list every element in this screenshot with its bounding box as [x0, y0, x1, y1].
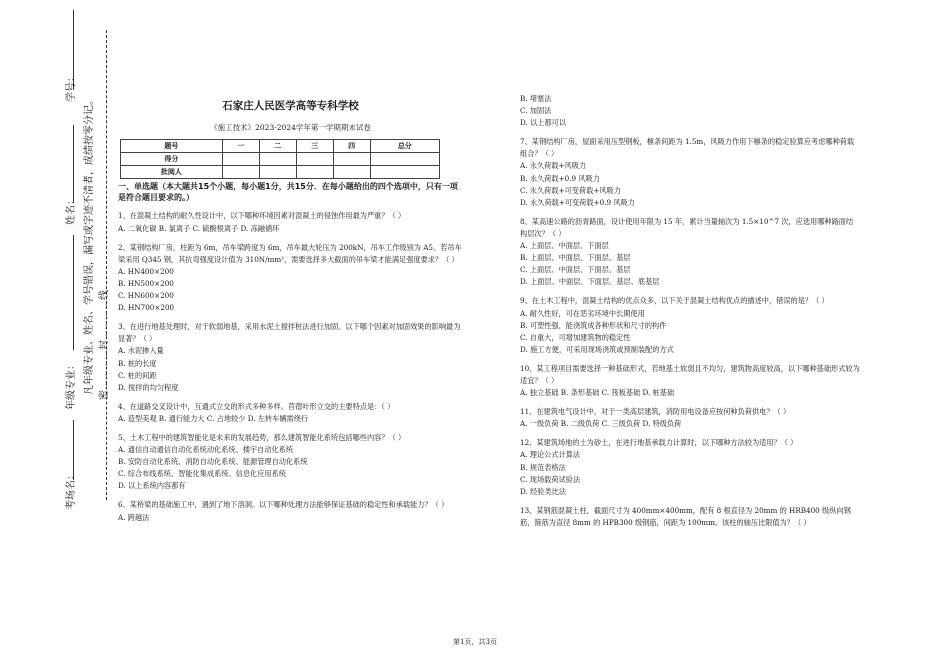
answer-option: B. 堵塞法 — [520, 94, 552, 103]
reviewer-cell[interactable] — [222, 166, 259, 179]
score-cell[interactable] — [333, 153, 370, 166]
reviewer-cell[interactable] — [333, 166, 370, 179]
answer-option: A. 一级负荷 B. 二级负荷 C. 三级负荷 D. 特级负荷 — [520, 419, 682, 429]
question-item — [118, 210, 463, 234]
answer-option: B. HN500×200 — [118, 278, 174, 288]
question-stem: 3、在进行地基处理时，对于软弱地基，采用水泥土搅拌桩法进行加固。以下哪个因素对加固效果的影响最为显著？（ ） — [118, 322, 461, 344]
answer-option: C. 现场载荷试验法 — [520, 474, 581, 484]
answer-option: D. 永久荷载+可变荷载+0.9 风吸力 — [520, 197, 635, 207]
question-stem: 4、在道路交叉设计中，互通式立交的形式多种多样。苜蓿叶形立交的主要特点是：（ ） — [118, 401, 395, 411]
question-item — [520, 295, 860, 355]
question-stem: 12、某建筑场地的土为砂土，在进行地基承载力计算时，以下哪种方法较为适用？（ ） — [520, 438, 798, 448]
answer-option: D. 上面层、中面层、下面层、基层、底基层 — [520, 277, 660, 287]
question-stem: 1、在混凝土结构的耐久性设计中，以下哪种环境因素对混凝土的侵蚀作用最为严重？（ ） — [118, 211, 406, 221]
score-header-cell: 题号 — [121, 140, 223, 153]
question-stem: 2、某钢结构厂房，柱距为 6m，吊车梁跨度为 6m，吊车最大轮压为 200kN，吊车工作级别为 A5。若吊车梁采用 Q345 钢，其抗弯强度设计值为 310N/mm²，需要选择多大截面的吊车梁才能满足强度要求？（ ） — [118, 242, 462, 264]
binding-margin — [0, 0, 110, 672]
question-stem: 11、在建筑电气设计中，对于一类高层建筑，消防用电设备应按何种负荷供电？（ ） — [520, 407, 791, 417]
answer-option: B. 规范表格法 — [520, 462, 566, 472]
school-title: 石家庄人民医学高等专科学校 — [222, 100, 359, 112]
score-row-label: 得分 — [121, 153, 223, 166]
score-table-header-row — [121, 140, 440, 153]
question-stem: 5、土木工程中的建筑智能化是未来的发展趋势，那么建筑智能化系统包括哪些内容？（ ） — [118, 432, 406, 442]
reviewer-cell[interactable] — [296, 166, 333, 179]
right-column — [520, 93, 860, 529]
question-item — [520, 406, 860, 430]
answer-option: B. 永久荷载+0.9 风吸力 — [520, 173, 600, 183]
score-cell[interactable] — [296, 153, 333, 166]
question-item — [118, 401, 463, 425]
question-item — [118, 321, 463, 394]
name-label: 姓名： — [66, 195, 77, 225]
answer-option: C. 永久荷载+可变荷载+风吸力 — [520, 185, 621, 195]
answer-option: A. 造型美观 B. 通行能力大 C. 占地较少 D. 左转车辆需绕行 — [118, 413, 309, 423]
question-item — [520, 505, 860, 529]
score-table — [120, 139, 440, 179]
exam-subtitle: 《施工技术》2023-2024学年第一学期期末试卷 — [210, 123, 371, 133]
score-header-cell: 一 — [222, 140, 259, 153]
seal-line-text: 密…………封…………线 — [99, 290, 110, 400]
score-header-cell: 二 — [259, 140, 296, 153]
question-stem: 6、某桥梁的基础施工中，遇到了地下溶洞。以下哪种处理方法能够保证基础的稳定性和承载能力？（ ） — [118, 500, 449, 510]
answer-option: C. 上面层、中面层、下面层、基层 — [520, 265, 631, 275]
student-id-label: 学号： — [66, 72, 77, 102]
binding-line — [73, 125, 74, 203]
question-item — [118, 242, 463, 315]
exam-site-label: 考场名： — [66, 470, 77, 510]
answer-option: D. HN700×200 — [118, 303, 175, 313]
reviewer-row — [121, 166, 440, 179]
answer-option: D. 以上系统内容都有 — [118, 481, 186, 491]
answer-option: B. 安防自动化系统、消防自动化系统、能源管理自动化系统 — [118, 457, 308, 467]
answer-option: B. 上面层、中面层、下面层、基层 — [520, 253, 631, 263]
question-item — [520, 216, 860, 289]
question-stem: 8、某高速公路的沥青路面，设计使用年限为 15 年，累计当量轴次为 1.5×10^7 次，应选用哪种路面结构层次？（ ） — [520, 216, 854, 238]
warning-text: 凡年级专业、姓名、学号错误，漏写或字迹不清者，成绩按零分记。 — [84, 95, 95, 395]
score-header-cell: 三 — [296, 140, 333, 153]
answer-option: A. 水泥掺入量 — [118, 346, 164, 356]
score-row — [121, 153, 440, 166]
section-title: 一、单选题（本大题共15个小题，每小题1分，共15分．在每小题给出的四个选项中，只有一项是符合题目要求的。） — [118, 182, 458, 203]
answer-option: A. 耐久性好，可在恶劣环境中长期使用 — [520, 308, 645, 318]
answer-option: D. 以上都可以 — [520, 118, 567, 128]
answer-option: A. 理论公式计算法 — [520, 450, 581, 460]
question-item — [520, 363, 860, 399]
reviewer-cell[interactable] — [370, 166, 439, 179]
left-column — [118, 90, 463, 524]
reviewer-cell[interactable] — [259, 166, 296, 179]
reviewer-row-label: 批阅人 — [121, 166, 223, 179]
score-header-cell: 四 — [333, 140, 370, 153]
binding-line — [73, 235, 74, 350]
answer-option: A. 永久荷载+风吸力 — [520, 161, 587, 171]
answer-option: B. 可塑性强，能浇筑成各种形状和尺寸的构件 — [520, 320, 667, 330]
question-item — [520, 437, 860, 497]
answer-option: C. 桩的间距 — [118, 370, 157, 380]
left-question-list — [118, 210, 463, 523]
answer-option: C. 加固法 — [520, 106, 552, 116]
question-stem: 10、某工程项目需要选择一种基础形式，若地基土软弱且不均匀，建筑物高度较高，以下哪种基础形式较为适宜？（ ） — [520, 363, 860, 385]
continued-options — [520, 93, 860, 129]
score-cell[interactable] — [259, 153, 296, 166]
answer-option: C. HN600×200 — [118, 291, 174, 301]
answer-option: D. 搅拌的均匀程度 — [118, 382, 179, 392]
question-stem: 13、某钢筋混凝土柱，截面尺寸为 400mm×400mm，配有 8 根直径为 20mm 的 HRB400 级纵向钢筋，箍筋为直径 8mm 的 HPB300 级钢筋，间距为 100mm。该柱的轴压比限值为？（ ） — [520, 505, 851, 527]
answer-option: D. 经验类比法 — [520, 486, 567, 496]
right-question-list — [520, 136, 860, 529]
question-stem: 9、在土木工程中，混凝土结构的优点众多，以下关于混凝土结构优点的描述中，错误的是？（ ） — [520, 296, 829, 306]
question-stem: 7、某钢结构厂房，屋面采用压型钢板，檩条间距为 1.5m，风吸力作用下檩条的稳定验算应考虑哪种荷载组合？（ ） — [520, 137, 855, 159]
answer-option: A. 二氧化碳 B. 氯离子 C. 硫酸根离子 D. 冻融循环 — [118, 223, 280, 233]
answer-option: C. 自重大，可增加建筑物的稳定性 — [520, 332, 631, 342]
major-label: 年级专业： — [66, 360, 77, 410]
answer-option: C. 综合布线系统、智能化集成系统、信息化应用系统 — [118, 469, 286, 479]
question-item — [118, 499, 463, 523]
question-item — [118, 432, 463, 492]
seal-dashed-line — [106, 30, 107, 500]
score-cell[interactable] — [370, 153, 439, 166]
page-footer: 第1页，共3页 — [453, 638, 497, 646]
answer-option: A. 跨越法 — [118, 512, 150, 522]
answer-option: D. 施工方便，可采用现场浇筑或预制装配的方式 — [520, 344, 674, 354]
question-item — [520, 136, 860, 209]
answer-option: A. 上面层、中面层、下面层 — [520, 241, 609, 251]
score-cell[interactable] — [222, 153, 259, 166]
answer-option: A. HN400×200 — [118, 266, 174, 276]
answer-option: B. 桩的长度 — [118, 358, 157, 368]
answer-option: A. 通信自动通信自动化系统动化系统、楼宇自动化系统 — [118, 445, 294, 455]
answer-option: A. 独立基础 B. 条形基础 C. 筏板基础 D. 桩基础 — [520, 388, 675, 398]
score-header-cell: 总分 — [370, 140, 439, 153]
